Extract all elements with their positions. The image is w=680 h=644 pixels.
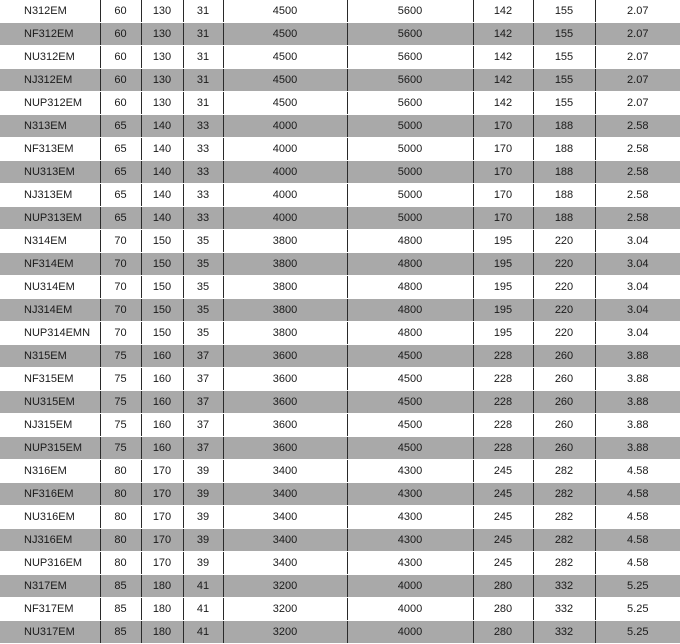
- width-cell: 33: [183, 161, 223, 184]
- weight-cell: 2.58: [595, 207, 680, 230]
- width-cell: 41: [183, 575, 223, 598]
- width-cell: 31: [183, 0, 223, 23]
- speed-grease-cell: 4500: [223, 92, 347, 115]
- speed-oil-cell: 4500: [347, 437, 473, 460]
- static-load-cell: 282: [533, 460, 595, 483]
- bore-cell: 80: [100, 460, 141, 483]
- speed-oil-cell: 4800: [347, 322, 473, 345]
- speed-oil-cell: 4300: [347, 552, 473, 575]
- speed-grease-cell: 3800: [223, 230, 347, 253]
- model-cell: NU316EM: [0, 506, 100, 529]
- width-cell: 41: [183, 598, 223, 621]
- outer-diameter-cell: 180: [141, 575, 183, 598]
- static-load-cell: 260: [533, 414, 595, 437]
- dynamic-load-cell: 142: [473, 46, 533, 69]
- bore-cell: 65: [100, 207, 141, 230]
- static-load-cell: 332: [533, 621, 595, 644]
- model-cell: NUP316EM: [0, 552, 100, 575]
- table-row: [0, 575, 680, 598]
- bore-cell: 85: [100, 575, 141, 598]
- outer-diameter-cell: 160: [141, 345, 183, 368]
- speed-grease-cell: 4000: [223, 184, 347, 207]
- dynamic-load-cell: 195: [473, 253, 533, 276]
- table-row: [0, 230, 680, 253]
- model-cell: NUP314EMN: [0, 322, 100, 345]
- weight-cell: 4.58: [595, 460, 680, 483]
- weight-cell: 2.58: [595, 161, 680, 184]
- bore-cell: 70: [100, 253, 141, 276]
- model-cell: NJ312EM: [0, 69, 100, 92]
- table-row: [0, 322, 680, 345]
- bore-cell: 75: [100, 437, 141, 460]
- speed-oil-cell: 4300: [347, 529, 473, 552]
- width-cell: 37: [183, 391, 223, 414]
- outer-diameter-cell: 160: [141, 414, 183, 437]
- weight-cell: 4.58: [595, 483, 680, 506]
- table-row: [0, 161, 680, 184]
- width-cell: 39: [183, 460, 223, 483]
- dynamic-load-cell: 245: [473, 506, 533, 529]
- dynamic-load-cell: 245: [473, 529, 533, 552]
- speed-oil-cell: 5600: [347, 23, 473, 46]
- width-cell: 35: [183, 276, 223, 299]
- speed-grease-cell: 3400: [223, 552, 347, 575]
- bore-cell: 75: [100, 345, 141, 368]
- model-cell: N313EM: [0, 115, 100, 138]
- dynamic-load-cell: 170: [473, 161, 533, 184]
- speed-grease-cell: 4000: [223, 207, 347, 230]
- model-cell: NJ316EM: [0, 529, 100, 552]
- model-cell: NJ313EM: [0, 184, 100, 207]
- speed-oil-cell: 5600: [347, 69, 473, 92]
- bore-cell: 60: [100, 46, 141, 69]
- bore-cell: 80: [100, 483, 141, 506]
- static-load-cell: 155: [533, 0, 595, 23]
- weight-cell: 3.88: [595, 345, 680, 368]
- speed-grease-cell: 4500: [223, 23, 347, 46]
- speed-grease-cell: 4500: [223, 46, 347, 69]
- width-cell: 35: [183, 299, 223, 322]
- weight-cell: 5.25: [595, 621, 680, 644]
- static-load-cell: 155: [533, 69, 595, 92]
- table-row: [0, 621, 680, 644]
- width-cell: 31: [183, 92, 223, 115]
- dynamic-load-cell: 245: [473, 483, 533, 506]
- outer-diameter-cell: 140: [141, 207, 183, 230]
- static-load-cell: 282: [533, 552, 595, 575]
- width-cell: 31: [183, 46, 223, 69]
- table-row: [0, 391, 680, 414]
- table-row: [0, 184, 680, 207]
- speed-grease-cell: 3600: [223, 368, 347, 391]
- model-cell: NU312EM: [0, 46, 100, 69]
- speed-oil-cell: 4500: [347, 368, 473, 391]
- weight-cell: 4.58: [595, 552, 680, 575]
- outer-diameter-cell: 150: [141, 253, 183, 276]
- model-cell: NU315EM: [0, 391, 100, 414]
- table-row: [0, 598, 680, 621]
- width-cell: 37: [183, 368, 223, 391]
- table-row: [0, 529, 680, 552]
- dynamic-load-cell: 195: [473, 299, 533, 322]
- dynamic-load-cell: 195: [473, 230, 533, 253]
- static-load-cell: 332: [533, 575, 595, 598]
- model-cell: NUP313EM: [0, 207, 100, 230]
- speed-grease-cell: 4500: [223, 0, 347, 23]
- model-cell: NF313EM: [0, 138, 100, 161]
- width-cell: 39: [183, 483, 223, 506]
- static-load-cell: 220: [533, 299, 595, 322]
- width-cell: 31: [183, 23, 223, 46]
- weight-cell: 2.07: [595, 92, 680, 115]
- width-cell: 39: [183, 529, 223, 552]
- bore-cell: 80: [100, 506, 141, 529]
- speed-oil-cell: 5000: [347, 115, 473, 138]
- outer-diameter-cell: 140: [141, 138, 183, 161]
- weight-cell: 2.07: [595, 23, 680, 46]
- static-load-cell: 260: [533, 437, 595, 460]
- outer-diameter-cell: 150: [141, 299, 183, 322]
- speed-oil-cell: 4000: [347, 575, 473, 598]
- dynamic-load-cell: 245: [473, 552, 533, 575]
- speed-grease-cell: 3200: [223, 598, 347, 621]
- dynamic-load-cell: 228: [473, 437, 533, 460]
- static-load-cell: 188: [533, 138, 595, 161]
- speed-grease-cell: 3400: [223, 506, 347, 529]
- outer-diameter-cell: 170: [141, 483, 183, 506]
- model-cell: N316EM: [0, 460, 100, 483]
- dynamic-load-cell: 170: [473, 207, 533, 230]
- table-row: [0, 46, 680, 69]
- model-cell: NF314EM: [0, 253, 100, 276]
- speed-grease-cell: 3400: [223, 529, 347, 552]
- speed-oil-cell: 4500: [347, 414, 473, 437]
- dynamic-load-cell: 170: [473, 115, 533, 138]
- bore-cell: 70: [100, 322, 141, 345]
- model-cell: NUP315EM: [0, 437, 100, 460]
- outer-diameter-cell: 180: [141, 621, 183, 644]
- speed-oil-cell: 4500: [347, 345, 473, 368]
- outer-diameter-cell: 130: [141, 46, 183, 69]
- width-cell: 33: [183, 184, 223, 207]
- bore-cell: 70: [100, 230, 141, 253]
- model-cell: NF316EM: [0, 483, 100, 506]
- speed-oil-cell: 4800: [347, 253, 473, 276]
- width-cell: 37: [183, 414, 223, 437]
- static-load-cell: 155: [533, 23, 595, 46]
- outer-diameter-cell: 130: [141, 69, 183, 92]
- speed-oil-cell: 4000: [347, 621, 473, 644]
- weight-cell: 2.58: [595, 184, 680, 207]
- bore-cell: 80: [100, 529, 141, 552]
- static-load-cell: 260: [533, 368, 595, 391]
- dynamic-load-cell: 195: [473, 322, 533, 345]
- bore-cell: 65: [100, 115, 141, 138]
- speed-oil-cell: 4300: [347, 460, 473, 483]
- outer-diameter-cell: 150: [141, 322, 183, 345]
- speed-grease-cell: 3800: [223, 299, 347, 322]
- speed-grease-cell: 3200: [223, 575, 347, 598]
- outer-diameter-cell: 160: [141, 437, 183, 460]
- speed-grease-cell: 3400: [223, 460, 347, 483]
- dynamic-load-cell: 280: [473, 621, 533, 644]
- speed-grease-cell: 4500: [223, 69, 347, 92]
- speed-grease-cell: 4000: [223, 138, 347, 161]
- outer-diameter-cell: 140: [141, 115, 183, 138]
- bore-cell: 70: [100, 299, 141, 322]
- width-cell: 33: [183, 115, 223, 138]
- bore-cell: 60: [100, 23, 141, 46]
- bore-cell: 85: [100, 598, 141, 621]
- weight-cell: 2.07: [595, 69, 680, 92]
- width-cell: 33: [183, 138, 223, 161]
- outer-diameter-cell: 150: [141, 276, 183, 299]
- dynamic-load-cell: 228: [473, 391, 533, 414]
- speed-grease-cell: 4000: [223, 161, 347, 184]
- static-load-cell: 260: [533, 391, 595, 414]
- width-cell: 39: [183, 506, 223, 529]
- static-load-cell: 155: [533, 46, 595, 69]
- width-cell: 37: [183, 345, 223, 368]
- weight-cell: 2.58: [595, 138, 680, 161]
- bore-cell: 65: [100, 138, 141, 161]
- weight-cell: 3.04: [595, 276, 680, 299]
- bore-cell: 60: [100, 0, 141, 23]
- table-row: [0, 414, 680, 437]
- outer-diameter-cell: 170: [141, 552, 183, 575]
- bore-cell: 75: [100, 414, 141, 437]
- table-row: [0, 368, 680, 391]
- outer-diameter-cell: 140: [141, 184, 183, 207]
- outer-diameter-cell: 160: [141, 368, 183, 391]
- outer-diameter-cell: 150: [141, 230, 183, 253]
- dynamic-load-cell: 245: [473, 460, 533, 483]
- outer-diameter-cell: 130: [141, 0, 183, 23]
- static-load-cell: 220: [533, 230, 595, 253]
- speed-oil-cell: 4300: [347, 483, 473, 506]
- model-cell: NU317EM: [0, 621, 100, 644]
- dynamic-load-cell: 170: [473, 184, 533, 207]
- table-row: [0, 253, 680, 276]
- table-row: [0, 115, 680, 138]
- bore-cell: 75: [100, 391, 141, 414]
- weight-cell: 2.07: [595, 0, 680, 23]
- speed-oil-cell: 5000: [347, 161, 473, 184]
- model-cell: N317EM: [0, 575, 100, 598]
- outer-diameter-cell: 130: [141, 23, 183, 46]
- model-cell: NF312EM: [0, 23, 100, 46]
- weight-cell: 3.04: [595, 299, 680, 322]
- model-cell: NU314EM: [0, 276, 100, 299]
- width-cell: 35: [183, 230, 223, 253]
- dynamic-load-cell: 280: [473, 598, 533, 621]
- static-load-cell: 188: [533, 207, 595, 230]
- width-cell: 39: [183, 552, 223, 575]
- speed-oil-cell: 5600: [347, 92, 473, 115]
- weight-cell: 3.88: [595, 368, 680, 391]
- static-load-cell: 260: [533, 345, 595, 368]
- dynamic-load-cell: 142: [473, 69, 533, 92]
- speed-grease-cell: 4000: [223, 115, 347, 138]
- outer-diameter-cell: 140: [141, 161, 183, 184]
- weight-cell: 3.04: [595, 230, 680, 253]
- dynamic-load-cell: 142: [473, 23, 533, 46]
- table-row: [0, 138, 680, 161]
- dynamic-load-cell: 228: [473, 345, 533, 368]
- speed-oil-cell: 4500: [347, 391, 473, 414]
- table-row: [0, 552, 680, 575]
- speed-oil-cell: 5600: [347, 46, 473, 69]
- table-row: [0, 276, 680, 299]
- dynamic-load-cell: 228: [473, 414, 533, 437]
- table-row: [0, 299, 680, 322]
- speed-grease-cell: 3600: [223, 414, 347, 437]
- dynamic-load-cell: 280: [473, 575, 533, 598]
- bore-cell: 75: [100, 368, 141, 391]
- dynamic-load-cell: 142: [473, 0, 533, 23]
- dynamic-load-cell: 142: [473, 92, 533, 115]
- speed-grease-cell: 3200: [223, 621, 347, 644]
- model-cell: N314EM: [0, 230, 100, 253]
- bore-cell: 65: [100, 161, 141, 184]
- table-row: [0, 23, 680, 46]
- weight-cell: 5.25: [595, 598, 680, 621]
- model-cell: NJ314EM: [0, 299, 100, 322]
- width-cell: 41: [183, 621, 223, 644]
- speed-oil-cell: 5600: [347, 0, 473, 23]
- speed-grease-cell: 3600: [223, 345, 347, 368]
- width-cell: 35: [183, 322, 223, 345]
- outer-diameter-cell: 180: [141, 598, 183, 621]
- speed-oil-cell: 4000: [347, 598, 473, 621]
- static-load-cell: 220: [533, 322, 595, 345]
- speed-oil-cell: 5000: [347, 138, 473, 161]
- speed-grease-cell: 3800: [223, 276, 347, 299]
- weight-cell: 5.25: [595, 575, 680, 598]
- weight-cell: 2.58: [595, 115, 680, 138]
- table-row: [0, 437, 680, 460]
- weight-cell: 3.88: [595, 414, 680, 437]
- speed-grease-cell: 3600: [223, 437, 347, 460]
- speed-grease-cell: 3800: [223, 253, 347, 276]
- speed-grease-cell: 3600: [223, 391, 347, 414]
- table-row: [0, 92, 680, 115]
- table-row: [0, 483, 680, 506]
- bore-cell: 65: [100, 184, 141, 207]
- model-cell: N312EM: [0, 0, 100, 23]
- weight-cell: 4.58: [595, 529, 680, 552]
- width-cell: 35: [183, 253, 223, 276]
- bore-cell: 85: [100, 621, 141, 644]
- model-cell: NF317EM: [0, 598, 100, 621]
- speed-oil-cell: 4800: [347, 276, 473, 299]
- model-cell: NU313EM: [0, 161, 100, 184]
- outer-diameter-cell: 170: [141, 506, 183, 529]
- dynamic-load-cell: 228: [473, 368, 533, 391]
- speed-grease-cell: 3400: [223, 483, 347, 506]
- static-load-cell: 282: [533, 529, 595, 552]
- table-row: [0, 345, 680, 368]
- static-load-cell: 188: [533, 184, 595, 207]
- bore-cell: 70: [100, 276, 141, 299]
- outer-diameter-cell: 160: [141, 391, 183, 414]
- static-load-cell: 155: [533, 92, 595, 115]
- static-load-cell: 282: [533, 506, 595, 529]
- outer-diameter-cell: 170: [141, 529, 183, 552]
- model-cell: NUP312EM: [0, 92, 100, 115]
- bore-cell: 80: [100, 552, 141, 575]
- model-cell: NF315EM: [0, 368, 100, 391]
- table-row: [0, 0, 680, 23]
- table-row: [0, 69, 680, 92]
- static-load-cell: 188: [533, 161, 595, 184]
- static-load-cell: 282: [533, 483, 595, 506]
- static-load-cell: 332: [533, 598, 595, 621]
- weight-cell: 4.58: [595, 506, 680, 529]
- weight-cell: 2.07: [595, 46, 680, 69]
- weight-cell: 3.88: [595, 437, 680, 460]
- weight-cell: 3.04: [595, 322, 680, 345]
- static-load-cell: 220: [533, 253, 595, 276]
- speed-oil-cell: 5000: [347, 184, 473, 207]
- static-load-cell: 188: [533, 115, 595, 138]
- speed-oil-cell: 5000: [347, 207, 473, 230]
- model-cell: N315EM: [0, 345, 100, 368]
- speed-oil-cell: 4300: [347, 506, 473, 529]
- speed-oil-cell: 4800: [347, 230, 473, 253]
- width-cell: 31: [183, 69, 223, 92]
- weight-cell: 3.04: [595, 253, 680, 276]
- model-cell: NJ315EM: [0, 414, 100, 437]
- width-cell: 33: [183, 207, 223, 230]
- table-row: [0, 460, 680, 483]
- table-row: [0, 506, 680, 529]
- width-cell: 37: [183, 437, 223, 460]
- bore-cell: 60: [100, 92, 141, 115]
- outer-diameter-cell: 130: [141, 92, 183, 115]
- outer-diameter-cell: 170: [141, 460, 183, 483]
- bore-cell: 60: [100, 69, 141, 92]
- weight-cell: 3.88: [595, 391, 680, 414]
- table-row: [0, 207, 680, 230]
- speed-oil-cell: 4800: [347, 299, 473, 322]
- static-load-cell: 220: [533, 276, 595, 299]
- dynamic-load-cell: 170: [473, 138, 533, 161]
- dynamic-load-cell: 195: [473, 276, 533, 299]
- speed-grease-cell: 3800: [223, 322, 347, 345]
